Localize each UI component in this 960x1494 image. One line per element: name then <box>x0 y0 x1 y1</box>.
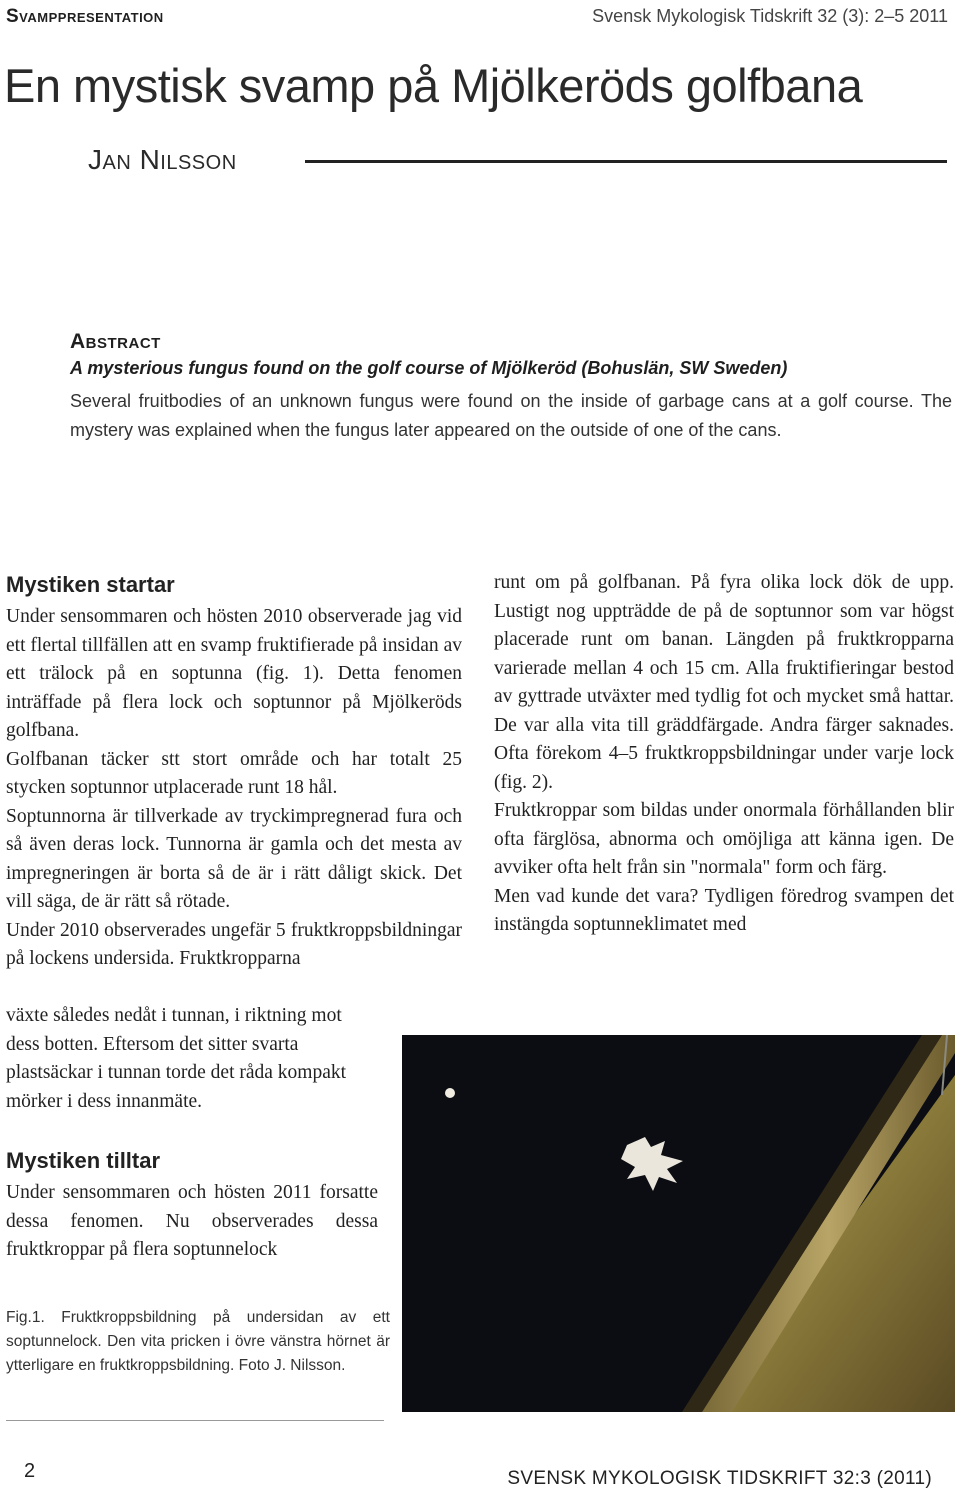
author-name: Jan Nilsson <box>88 144 237 175</box>
body-paragraph: Under sensommaren och hösten 2011 forsatte dessa fenomen. Nu observerades dessa fruktkroppar på flera soptunnelock <box>6 1182 378 1260</box>
small-fruitbody <box>445 1088 455 1098</box>
left-column-narrow <box>6 1002 378 1116</box>
body-paragraph: Under sensommaren och hösten 2010 observerade jag vid ett flertal tillfällen att en svamp fruktifierade på insidan av ett trälock på en soptunna (fig. 1). Detta fenomen inträffade på flera lock och soptunnor på Mjölkeröds golfbana. <box>6 606 462 741</box>
page-number: 2 <box>24 1460 36 1482</box>
footer-journal-name: SVENSK MYKOLOGISK TIDSKRIFT 32:3 (2011) <box>507 1468 932 1489</box>
body-paragraph: runt om på golfbanan. På fyra olika lock dök de upp. Lustigt nog uppträdde de på de soptunnor som var högst placerade runt om banan. Längden på fruktkropparna varierade mellan 4 och 15 cm. Alla fruktifieringar bestod av gyttrade utväxter med tydlig fot och mycket små hattar. De var alla vita till gräddfärgade. Andra färger saknades. Ofta förekom 4–5 fruktkroppsbildningar under varje lock (fig. 2). <box>494 572 954 793</box>
section-heading-mystiken-tilltar: Mystiken tilltar <box>6 1148 161 1173</box>
figure-caption: Fig.1. Fruktkroppsbildning på undersidan av ett soptunnelock. Den vita pricken i övre vänstra hörnet är ytterligare en fruktkroppsbildning. Foto J. Nilsson. <box>6 1309 390 1374</box>
figure-photo-fungus-on-lid <box>402 1035 955 1412</box>
body-paragraph: växte således nedåt i tunnan, i riktning mot dess botten. Eftersom det sitter svarta plastsäckar i tunnan torde det råda kompakt mörker i dess innanmäte. <box>6 1005 347 1112</box>
body-paragraph: Golfbanan täcker stt stort område och har totalt 25 stycken soptunnor utplacerade runt 18 hål. <box>6 748 462 798</box>
abstract-title: A mysterious fungus found on the golf course of Mjölkeröd (Bohuslän, SW Sweden) <box>70 358 788 378</box>
body-paragraph: Men vad kunde det vara? Tydligen föredrog svampen det instängda soptunneklimatet med <box>494 885 954 935</box>
section-heading-mystiken-startar: Mystiken startar <box>6 572 175 597</box>
body-paragraph: Under 2010 observerades ungefär 5 fruktkroppsbildningar på lockens undersida. Fruktkropparna <box>6 919 462 969</box>
article-title: En mystisk svamp på Mjölkeröds golfbana <box>4 59 863 112</box>
abstract-body: Several fruitbodies of an unknown fungus were found on the inside of garbage cans at a golf course. The mystery was explained when the fungus later appeared on the outside of one of the cans. <box>70 391 952 440</box>
section-label: Svamppresentation <box>6 6 164 27</box>
caption-rule <box>6 1420 384 1421</box>
abstract-heading: Abstract <box>70 330 161 353</box>
body-paragraph: Fruktkroppar som bildas under onormala förhållanden blir ofta färglösa, abnorma och omöjliga att känna igen. De avviker ofta helt från sin "normala" form och färg. <box>494 800 954 878</box>
left-column-lower <box>6 1179 378 1265</box>
journal-reference: Svensk Mykologisk Tidskrift 32 (3): 2–5 2011 <box>592 6 948 26</box>
author-rule <box>305 160 947 163</box>
left-column-upper <box>6 603 462 974</box>
right-column <box>494 569 954 940</box>
body-paragraph: Soptunnorna är tillverkade av tryckimpregnerad fura och så även deras lock. Tunnorna är gamla och det mesta av impregneringen är borta så de är i rätt dåligt skick. Det vill säga, de är rätt så rötade. <box>6 805 462 912</box>
